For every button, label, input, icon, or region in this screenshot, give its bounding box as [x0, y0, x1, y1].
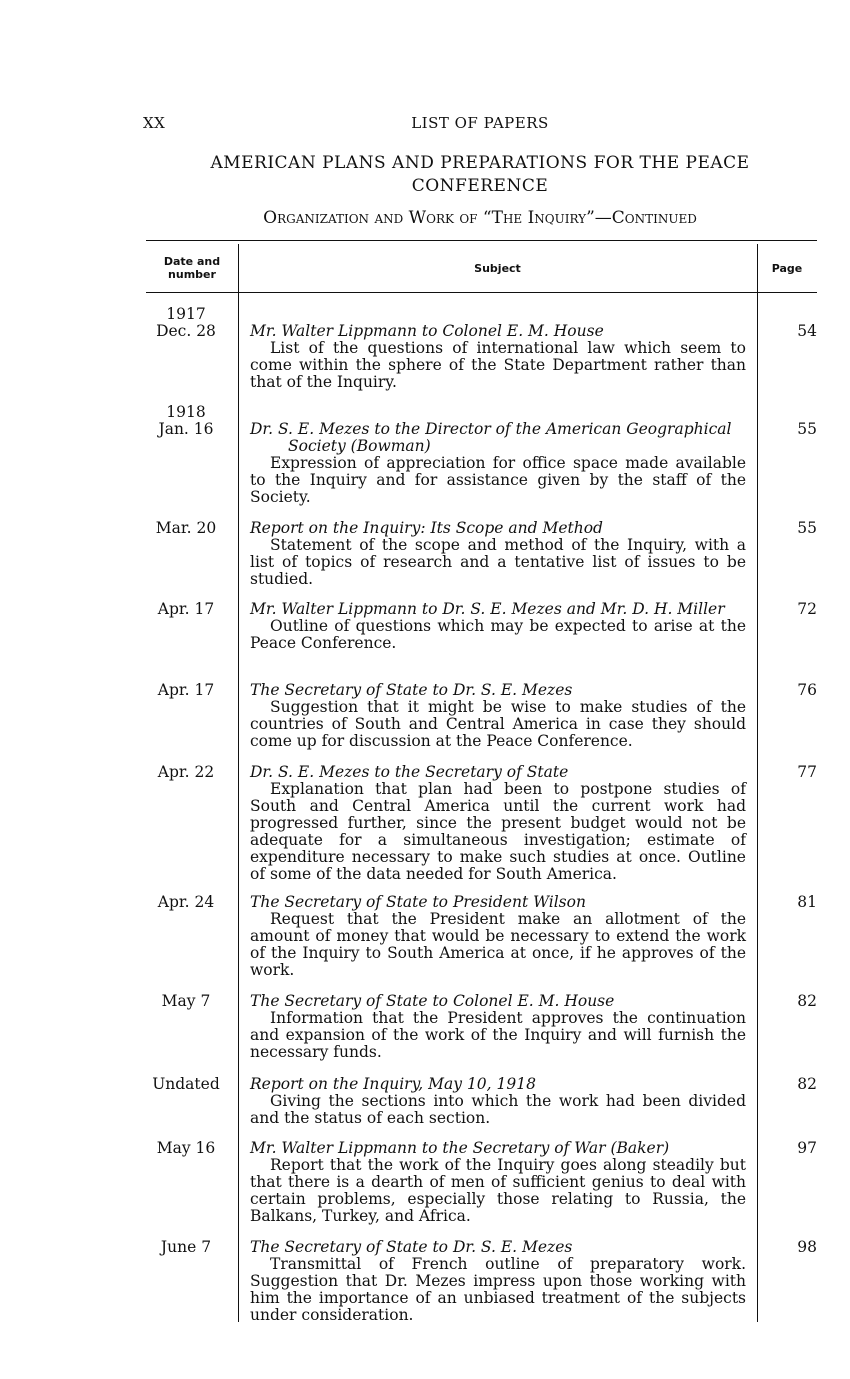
- entry-date: 1918 Jan. 16: [146, 404, 226, 438]
- entry-page: 72: [797, 600, 817, 618]
- section-title-line2: CONFERENCE: [411, 176, 549, 196]
- entry-date: June 7: [160, 1238, 212, 1256]
- entry-subject: [250, 601, 746, 652]
- entry-title: The Secretary of State to Dr. S. E. Mezes: [250, 1238, 573, 1256]
- entry-subject: [250, 1140, 746, 1225]
- column-divider-date: [238, 244, 239, 1322]
- entry-date: Undated: [152, 1075, 220, 1093]
- entry-page: 77: [797, 763, 817, 781]
- entry-title: The Secretary of State to Dr. S. E. Mezes: [250, 681, 573, 699]
- entry-date: 1917 Dec. 28: [146, 306, 226, 340]
- entry-description: Statement of the scope and method of the Inquiry, with a list of topics of research and a tentative list of issues to be studied.: [250, 536, 746, 588]
- entry-subject: [250, 894, 746, 979]
- page-header: [143, 114, 817, 136]
- entry-title: Report on the Inquiry: Its Scope and Method: [250, 519, 603, 537]
- running-title: LIST OF PAPERS: [411, 114, 549, 132]
- entry-title: Mr. Walter Lippmann to the Secretary of War (Baker): [250, 1139, 670, 1157]
- entry-title: The Secretary of State to Colonel E. M. House: [250, 992, 615, 1010]
- entry-year: 1917: [166, 305, 206, 323]
- entry-page: 54: [797, 322, 817, 340]
- entry-page: 81: [797, 893, 817, 911]
- entry-subject: [250, 1239, 746, 1324]
- entry-description: Information that the President approves the continuation and expansion of the work of the Inquiry and will furnish the necessary funds.: [250, 1009, 746, 1061]
- entry-page: 82: [797, 1075, 817, 1093]
- entry-subject: [250, 421, 746, 506]
- section-subtitle: Organization and Work of “The Inquiry”—Continued: [263, 208, 697, 228]
- entry-title: The Secretary of State to President Wilson: [250, 893, 586, 911]
- entry-date: Apr. 24: [157, 893, 215, 911]
- entry-page: 76: [797, 681, 817, 699]
- entry-date: Apr. 22: [157, 763, 215, 781]
- entry-page: 97: [797, 1139, 817, 1157]
- entry-subject: [250, 682, 746, 750]
- entry-description: List of the questions of international law which seem to come within the sphere of the State Department rather than that of the Inquiry.: [250, 339, 746, 391]
- entry-subject: [250, 520, 746, 588]
- entry-date: Mar. 20: [155, 519, 217, 537]
- entry-page: 55: [797, 519, 817, 537]
- entry-subject: [250, 1076, 746, 1127]
- table-header-rule: [146, 292, 817, 293]
- section-title: [143, 152, 817, 198]
- entry-date: May 16: [156, 1139, 216, 1157]
- entry-date: Apr. 17: [157, 600, 215, 618]
- entry-title: Mr. Walter Lippmann to Colonel E. M. House: [250, 322, 604, 340]
- entry-description: Transmittal of French outline of preparatory work. Suggestion that Dr. Mezes impress upon those working with him the importance of an unbiased treatment of the subjects under consideration.: [250, 1255, 746, 1324]
- entry-description: Giving the sections into which the work had been divided and the status of each section.: [250, 1092, 746, 1127]
- entry-page: 82: [797, 992, 817, 1010]
- entry-title: Dr. S. E. Mezes to the Secretary of State: [250, 763, 569, 781]
- section-title-line1: AMERICAN PLANS AND PREPARATIONS FOR THE PEACE: [210, 153, 750, 173]
- entry-description: Suggestion that it might be wise to make studies of the countries of South and Central America in case they should come up for discussion at the Peace Conference.: [250, 698, 746, 750]
- column-divider-page: [757, 244, 758, 1322]
- entry-date: May 7: [161, 992, 211, 1010]
- entry-page: 55: [797, 420, 817, 438]
- entry-title: Mr. Walter Lippmann to Dr. S. E. Mezes and Mr. D. H. Miller: [250, 600, 725, 618]
- column-header-page: Page: [771, 261, 803, 275]
- entry-description: Expression of appreciation for office space made available to the Inquiry and for assistance given by the staff of the Society.: [250, 454, 746, 506]
- entry-title: Dr. S. E. Mezes to the Director of the American Geographical Society (Bowman): [250, 420, 732, 455]
- entry-title: Report on the Inquiry, May 10, 1918: [250, 1075, 536, 1093]
- entry-subject: [250, 764, 746, 883]
- entry-year: 1918: [166, 403, 206, 421]
- entry-page: 98: [797, 1238, 817, 1256]
- table-top-rule: [146, 240, 817, 241]
- column-header-subject: Subject: [474, 261, 521, 275]
- entry-subject: [250, 993, 746, 1061]
- entry-date: Apr. 17: [157, 681, 215, 699]
- entry-description: Explanation that plan had been to postpone studies of South and Central America until the current work had progressed further, since the present budget would not be adequate for a simultaneous investigation; estimate of expenditure necessary to make such studies at once. Outline of some of the data needed for South America.: [250, 780, 746, 883]
- entry-subject: [250, 323, 746, 391]
- entry-description: Request that the President make an allotment of the amount of money that would be necessary to extend the work of the Inquiry to South America at once, if he approves of the work.: [250, 910, 746, 979]
- page-number: XX: [143, 114, 166, 132]
- entry-description: Report that the work of the Inquiry goes along steadily but that there is a dearth of men of sufficient genius to deal with certain problems, especially those relating to Russia, the Balkans, Turkey, and Africa.: [250, 1156, 746, 1225]
- entry-description: Outline of questions which may be expected to arise at the Peace Conference.: [250, 617, 746, 652]
- column-header-date: Date and number: [163, 255, 221, 281]
